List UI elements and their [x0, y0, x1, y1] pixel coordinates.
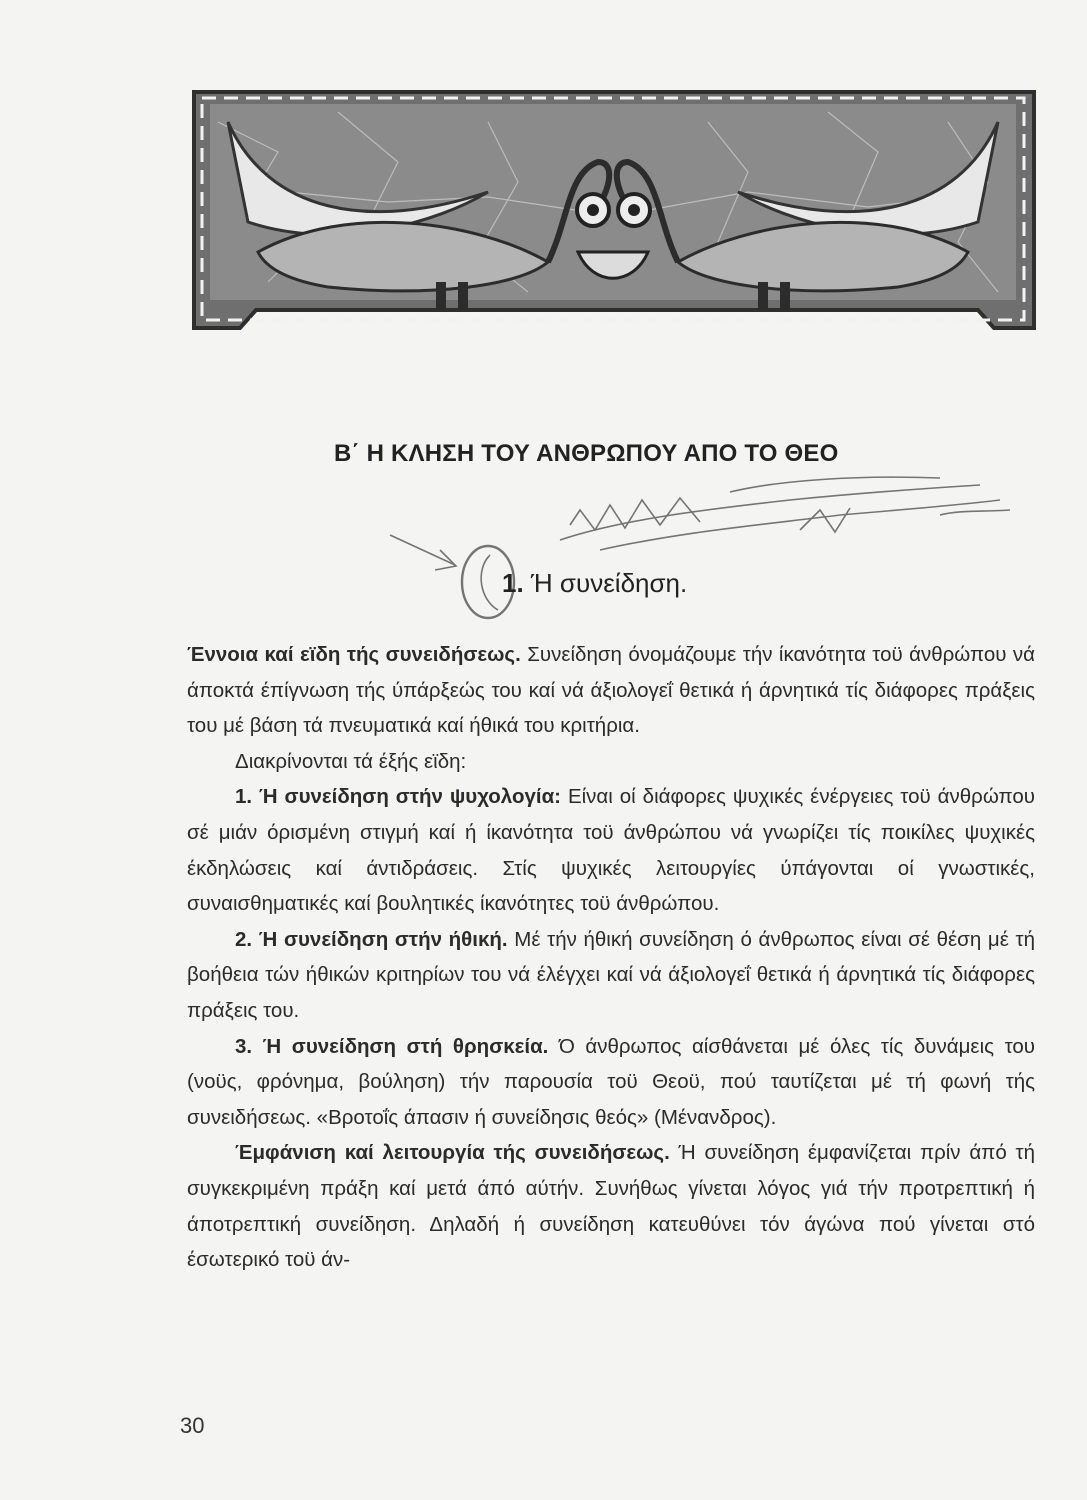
paragraph — [187, 637, 1035, 744]
paragraph-text: Διακρίνονται τά έξής εϊδη: — [235, 749, 467, 773]
section-number: 1. — [502, 568, 524, 598]
paragraph-lead: Έννοια καί εϊδη τής συνειδήσεως. — [187, 643, 521, 666]
paragraph-lead: 1. Ή συνείδηση στήν ψυχολογία: — [235, 785, 561, 809]
paragraph — [187, 744, 1035, 780]
paragraph — [187, 779, 1035, 921]
paragraph-text: Συνείδηση όνομάζουμε τήν ίκανότητα τοϋ άνθρώπου νά άποκτά έπίγνωση τής ύπάρξεώς του καί νά άξιολογεΐ θετικά ή άρνητικά τίς διάφορες πράξεις του μέ βάση τά πνευματικά καί ήθικά του κριτήρια. — [187, 643, 1035, 738]
pen-scribble-annotation — [380, 470, 1020, 640]
body-text — [187, 637, 1035, 1278]
paragraph-text: Είναι οί διάφορες ψυχικές ένέργειες τοϋ άνθρώπου σέ μιάν όρισμένη στιγμή καί ή ίκανότητα τοϋ άνθρώπου νά γνωρίζει τίς ποικίλες ψυχικές έκδηλώσεις καί άντιδράσεις. Στίς ψυχικές λειτουργίες ύπάγονται οί γνωστικές, συναισθηματικές καί βουλητικές ίκανότητες τοϋ άνθρώπου. — [187, 785, 1035, 916]
section-title: Ή συνείδηση. — [530, 568, 688, 598]
paragraph-lead: 3. Ή συνείδηση στή θρησκεία. — [235, 1034, 549, 1058]
paragraph-lead: Έμφάνιση καί λειτουργία τής συνειδήσεως. — [235, 1141, 670, 1165]
paragraph — [187, 1029, 1035, 1136]
mosaic-birds-ornament — [188, 82, 1038, 344]
paragraph — [187, 1135, 1035, 1277]
paragraph-text: Μέ τήν ήθική συνείδηση ό άνθρωπος είναι σέ θέση μέ τή βοήθεια τών ήθικών κριτηρίων του νά έλέγχει καί νά άξιολογεΐ θετικά ή άρνητικά τίς διάφορες πράξεις του. — [187, 927, 1035, 1022]
paragraph-lead: 2. Ή συνείδηση στήν ήθική. — [235, 927, 508, 951]
chapter-heading: Β΄ Η ΚΛΗΣΗ ΤΟΥ ΑΝΘΡΩΠΟΥ ΑΠΟ ΤΟ ΘΕΟ — [334, 440, 839, 467]
page-number: 30 — [180, 1413, 205, 1438]
paragraph-text: Ή συνείδηση έμφανίζεται πρίν άπό τή συγκεκριμένη πράξη καί μετά άπό αύτήν. Συνήθως γίνεται λόγος γιά τήν προτρεπτική ή άποτρεπτική συνείδηση. Δηλαδή ή συνείδηση κατευθύνει τόν άγώνα πού γίνεται στό έσωτερικό τοϋ άν- — [187, 1141, 1035, 1272]
paragraph-text: Ό άνθρωπος αίσθάνεται μέ όλες τίς δυνάμεις του (νοϋς, φρόνημα, βούληση) τήν παρουσία τοϋ Θεοϋ, πού ταυτίζεται μέ τή φωνή τής συνειδήσεως. «Βροτοΐς άπασιν ή συνείδησις θεός» (Μένανδρος). — [187, 1034, 1035, 1129]
section-heading — [502, 568, 687, 599]
paragraph — [187, 922, 1035, 1029]
